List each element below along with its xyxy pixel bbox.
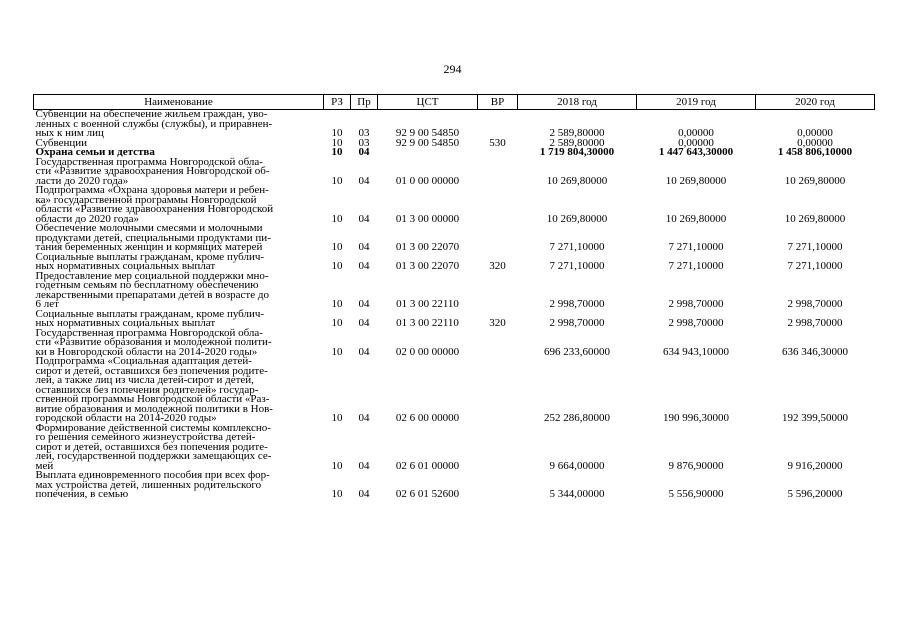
cell-y2019: 10 269,80000 <box>665 212 727 225</box>
cell-y2020: 7 271,10000 <box>787 241 843 253</box>
cell-cst: 02 0 00 00000 <box>395 345 460 358</box>
cell-y2019: 5 556,90000 <box>668 488 724 500</box>
cell-name: Государственная программа Новгородской обла- сти «Развитие образования и молодежной полити- ки в Новгородской области на 2014-2020 годы» <box>35 326 272 358</box>
cell-name: Обеспечение молочными смесями и молочными продуктами детей, специальными продуктами пи- тания беременных женщин и кормящих матерей <box>35 222 271 253</box>
cell-y2020: 0,00000 <box>797 136 833 149</box>
header-vr: ВР <box>478 95 518 110</box>
cell-name: Предоставление мер социальной поддержки мно- годетным семьям по бесплатному обеспечению лекарственными препаратами детей в возрасте до 6 лет <box>35 269 269 310</box>
cell-y2020: 0,00000 <box>797 127 833 139</box>
cell-name: Подпрограмма «Социальная адаптация детей- сирот и детей, оставшихся без попечения родите- лей, а также лиц из числа детей-сирот и детей, оставшихся без попечения родителей» государ- ственной программы Новгородской области «Раз- витие образования и молодежной политики в Нов- городской области на 2014-2020 годы» <box>35 355 273 424</box>
budget-table <box>33 94 875 500</box>
cell-cst: 01 3 00 22110 <box>396 317 459 329</box>
cell-pr: 04 <box>358 260 370 272</box>
cell-y2020: 10 269,80000 <box>784 174 846 187</box>
cell-rz: 10 <box>331 260 343 272</box>
cell-y2019: 190 996,30000 <box>663 412 729 424</box>
cell-vr <box>478 110 518 139</box>
table-row <box>34 110 875 139</box>
cell-vr: 530 <box>489 136 506 149</box>
cell-rz: 10 <box>331 146 343 158</box>
cell-y2019: 2 998,70000 <box>668 317 724 329</box>
cell-y2020: 2 998,70000 <box>787 298 843 310</box>
cell-y2019: 9 876,90000 <box>668 459 724 472</box>
cell-y2018: 7 271,10000 <box>549 260 605 272</box>
cell-cst: 01 3 00 22110 <box>396 298 459 310</box>
cell-pr: 04 <box>358 174 370 187</box>
table-row <box>34 158 875 187</box>
cell-cst: 01 3 00 22070 <box>395 241 460 253</box>
cell-rz: 10 <box>331 459 343 472</box>
cell-vr: 320 <box>489 317 506 329</box>
header-2020: 2020 год <box>756 95 875 110</box>
cell-rz: 10 <box>331 298 343 310</box>
header-2018: 2018 год <box>518 95 637 110</box>
cell-y2019: 2 998,70000 <box>668 298 724 310</box>
cell-rz: 10 <box>331 127 343 139</box>
cell-rz: 10 <box>331 488 343 500</box>
cell-y2019: 0,00000 <box>678 127 714 139</box>
cell-name: Государственная программа Новгородской обла- сти «Развитие здравоохранения Новгородской об- ласти до 2020 года» <box>35 155 270 187</box>
cell-rz: 10 <box>331 412 343 424</box>
cell-y2020: 5 596,20000 <box>787 488 843 500</box>
cell-y2019: 0,00000 <box>678 136 714 149</box>
cell-vr <box>478 148 518 158</box>
cell-y2018: 252 286,80000 <box>544 412 610 424</box>
cell-y2018: 1 719 804,30000 <box>539 146 615 158</box>
cell-y2018: 2 998,70000 <box>549 317 605 329</box>
cell-pr: 04 <box>358 146 370 158</box>
table-row <box>34 186 875 224</box>
cell-cst: 92 9 00 54850 <box>395 127 460 139</box>
cell-pr: 04 <box>358 212 370 225</box>
cell-y2020: 10 269,80000 <box>784 212 846 225</box>
cell-pr: 04 <box>358 345 370 358</box>
cell-rz: 10 <box>331 174 343 187</box>
cell-cst: 02 6 01 52600 <box>395 488 460 500</box>
table-row <box>34 253 875 272</box>
cell-cst: 02 6 01 00000 <box>395 459 460 472</box>
cell-vr <box>478 471 518 500</box>
cell-vr <box>478 158 518 187</box>
cell-y2020: 192 399,50000 <box>782 412 848 424</box>
cell-pr: 04 <box>358 488 370 500</box>
cell-name: Социальные выплаты гражданам, кроме публич- ных нормативных социальных выплат <box>35 250 265 272</box>
cell-y2019: 10 269,80000 <box>665 174 727 187</box>
cell-y2018: 2 589,80000 <box>549 127 605 139</box>
cell-y2018: 10 269,80000 <box>546 174 608 187</box>
cell-y2020: 7 271,10000 <box>787 260 843 272</box>
cell-y2018: 5 344,00000 <box>549 488 605 500</box>
cell-name: Формирование действенной системы комплексно- го решения семейного жизнеустройства детей- сирот и детей, оставшихся без попечения родите- лей, государственной поддержки замещающих се- мей <box>35 421 272 472</box>
cell-rz: 10 <box>331 317 343 329</box>
cell-y2018: 2 589,80000 <box>549 136 605 149</box>
cell-rz: 10 <box>331 136 343 149</box>
cell-name: Подпрограмма «Охрана здоровья матери и ребен- ка» государственной программы Новгородской области «Развитие здравоохранения Новгородской области до 2020 года» <box>35 184 274 225</box>
cell-pr: 04 <box>358 241 370 253</box>
table-row <box>34 471 875 500</box>
header-pr: Пр <box>351 95 378 110</box>
cell-rz: 10 <box>331 345 343 358</box>
header-cst: ЦСТ <box>378 95 478 110</box>
cell-pr: 04 <box>358 412 370 424</box>
header-name: Наименование <box>34 95 324 110</box>
cell-rz: 10 <box>331 241 343 253</box>
table-row <box>34 329 875 358</box>
cell-y2019: 7 271,10000 <box>668 241 724 253</box>
table-row <box>34 310 875 329</box>
cell-pr: 04 <box>358 459 370 472</box>
cell-pr: 04 <box>358 317 370 329</box>
cell-vr: 320 <box>489 260 506 272</box>
cell-y2020: 2 998,70000 <box>787 317 843 329</box>
cell-name: Социальные выплаты гражданам, кроме публич- ных нормативных социальных выплат <box>35 307 265 329</box>
table-row <box>34 357 875 424</box>
cell-name: Выплата единовременного пособия при всех фор- мах устройства детей, лишенных родительского попечения, в семью <box>35 469 270 500</box>
cell-y2018: 10 269,80000 <box>546 212 608 225</box>
cell-pr: 04 <box>358 298 370 310</box>
header-2019: 2019 год <box>637 95 756 110</box>
cell-y2020: 1 458 806,10000 <box>777 146 853 158</box>
cell-y2019: 634 943,10000 <box>663 345 729 358</box>
cell-cst <box>378 148 478 158</box>
cell-name: Субвенции <box>35 136 88 149</box>
table-row <box>34 424 875 472</box>
cell-vr <box>478 357 518 424</box>
cell-y2020: 636 346,30000 <box>782 345 848 358</box>
table-row <box>34 224 875 253</box>
cell-name: Охрана семьи и детства <box>35 146 155 158</box>
table-row <box>34 139 875 149</box>
cell-pr: 03 <box>358 127 370 139</box>
table-row <box>34 272 875 310</box>
cell-cst: 01 3 00 22070 <box>395 260 460 272</box>
cell-pr: 03 <box>358 136 370 149</box>
cell-y2018: 7 271,10000 <box>549 241 605 253</box>
cell-vr <box>478 329 518 358</box>
cell-cst: 92 9 00 54850 <box>395 136 460 149</box>
cell-y2019: 1 447 643,30000 <box>658 146 734 158</box>
cell-vr <box>478 272 518 310</box>
header-rz: РЗ <box>324 95 351 110</box>
cell-cst: 01 0 00 00000 <box>395 174 460 187</box>
cell-name: Субвенции на обеспечение жильем граждан, уво- ленных с военной службы (службы), и приравнен- ных к ним лиц <box>35 108 273 139</box>
cell-vr <box>478 186 518 224</box>
cell-y2020: 9 916,20000 <box>787 459 843 472</box>
cell-rz: 10 <box>331 212 343 225</box>
cell-cst: 02 6 00 00000 <box>395 412 460 424</box>
cell-y2019: 7 271,10000 <box>668 260 724 272</box>
cell-vr <box>478 224 518 253</box>
cell-vr <box>478 424 518 472</box>
page-number: 294 <box>443 62 462 76</box>
cell-cst: 01 3 00 00000 <box>395 212 460 225</box>
cell-y2018: 9 664,00000 <box>549 459 605 472</box>
cell-y2018: 2 998,70000 <box>549 298 605 310</box>
cell-y2018: 696 233,60000 <box>544 345 610 358</box>
